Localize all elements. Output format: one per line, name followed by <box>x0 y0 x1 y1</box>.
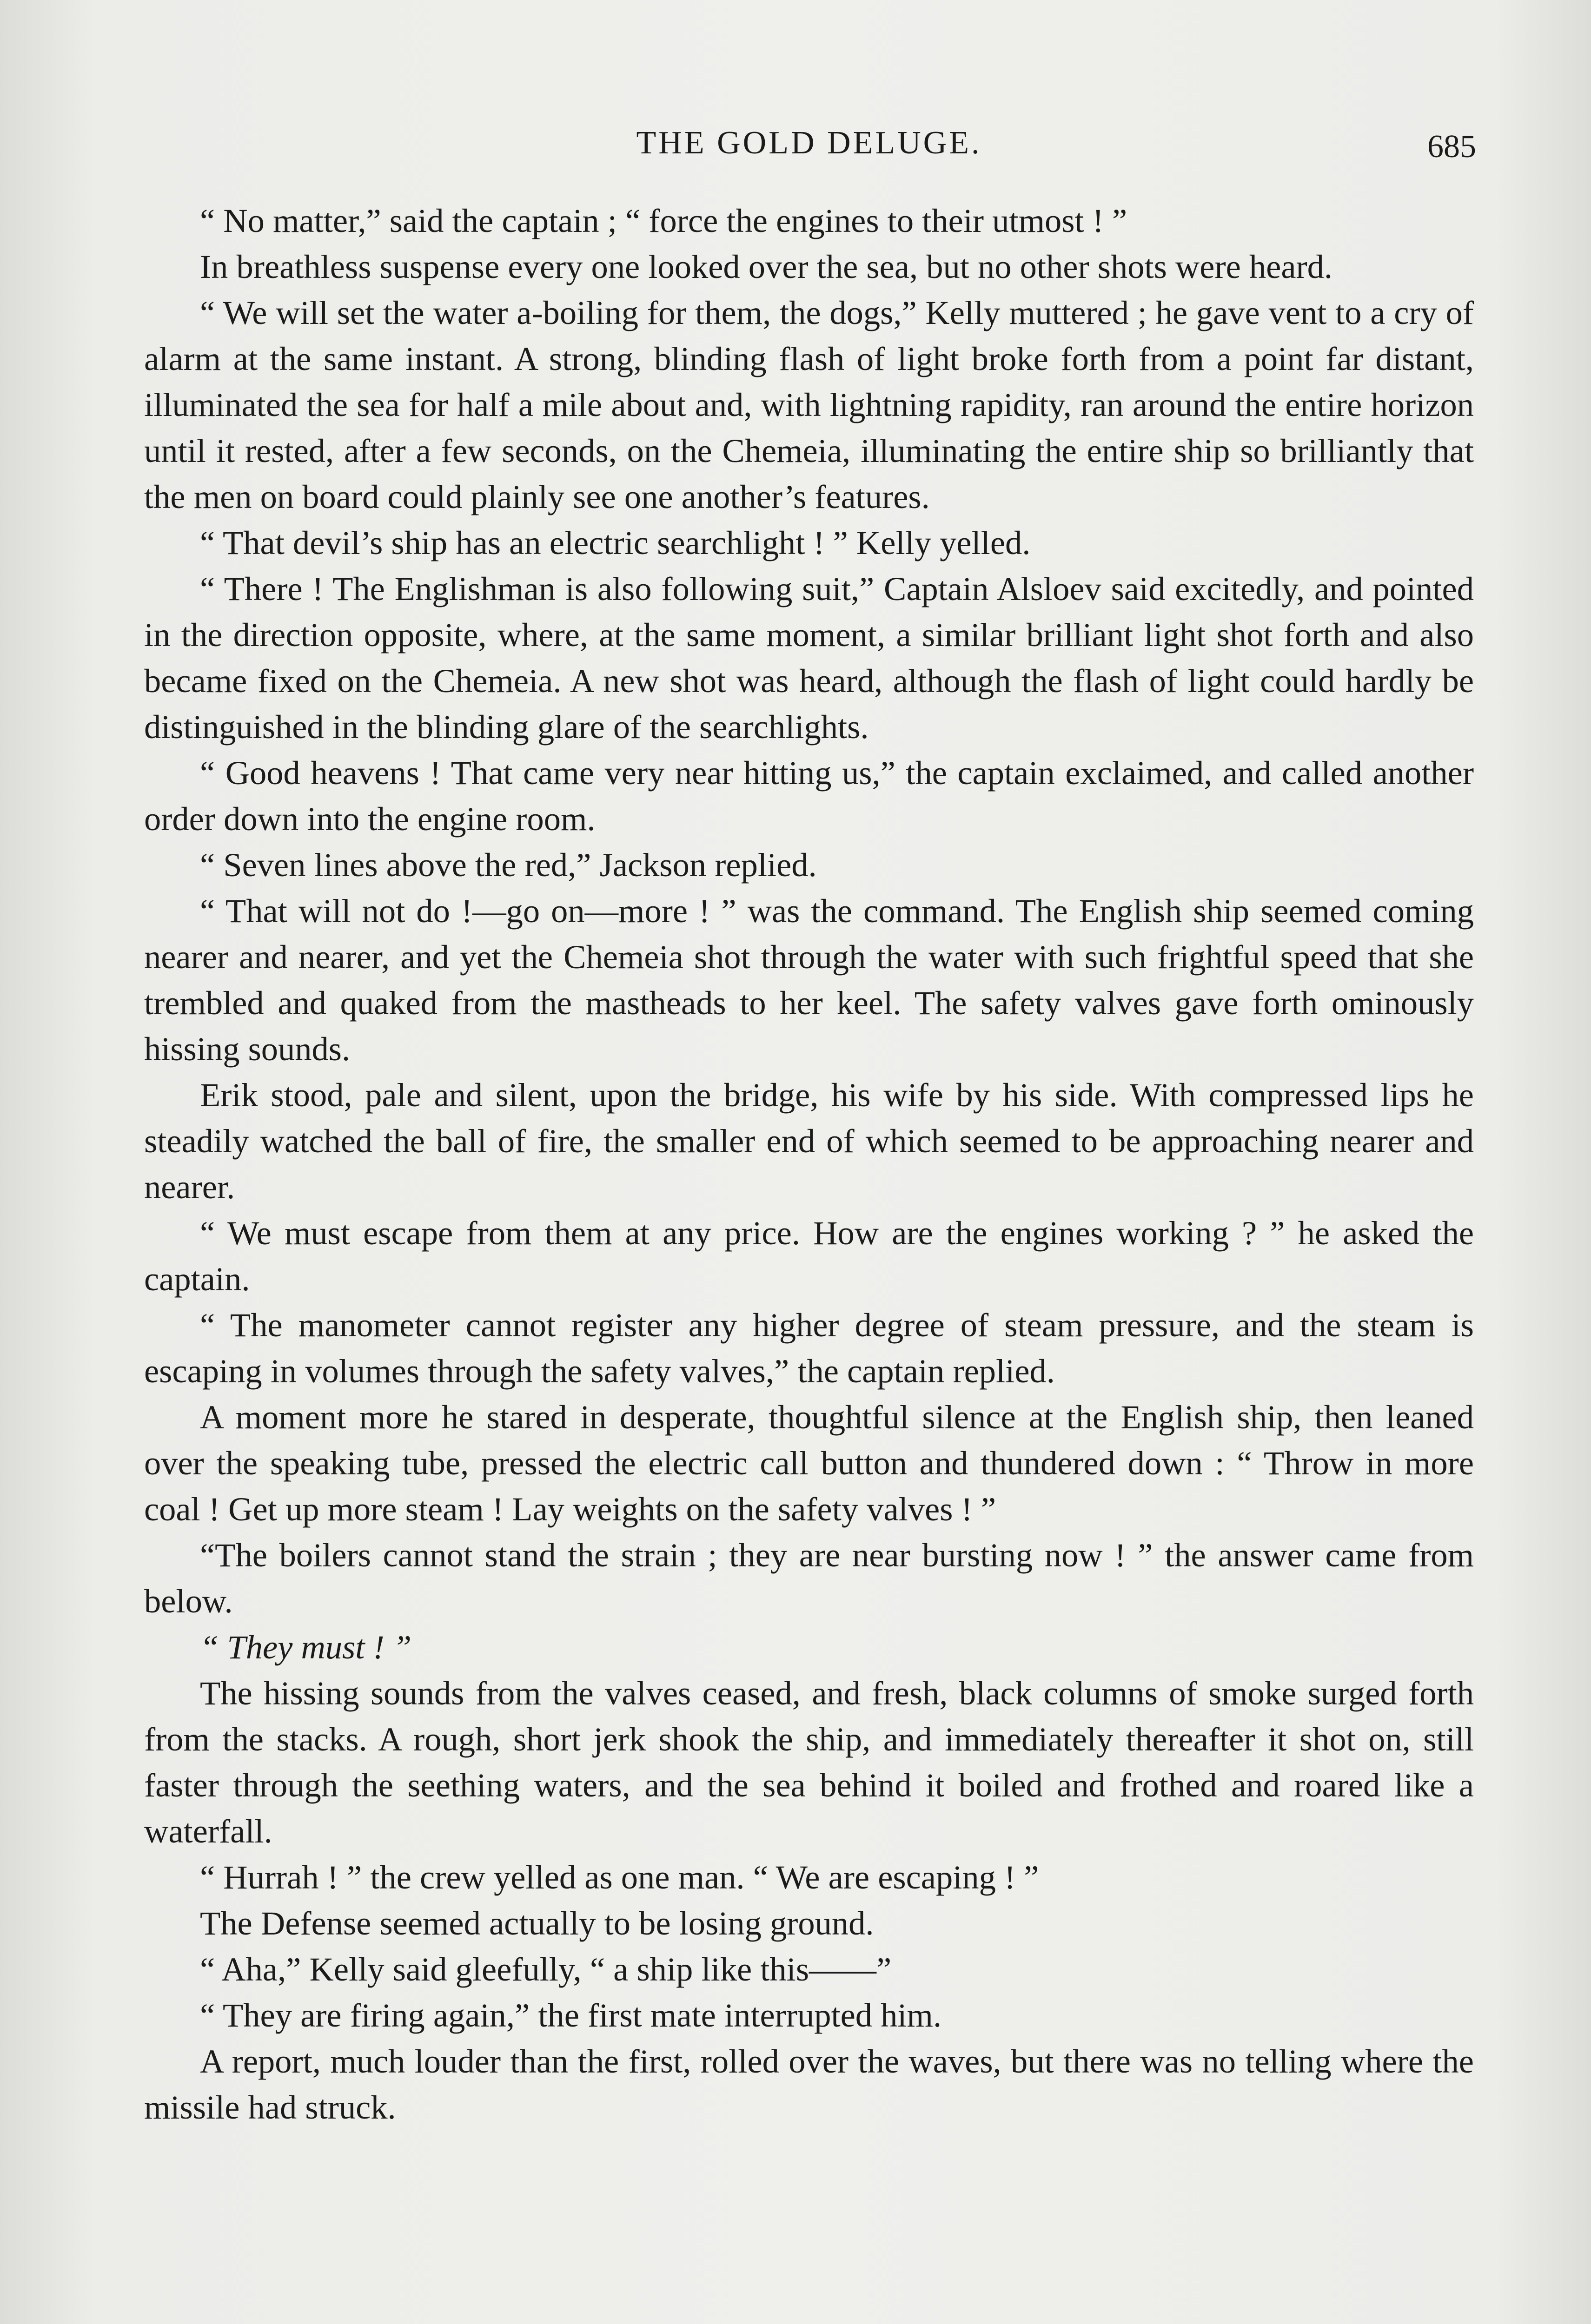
body-text <box>144 198 1474 2130</box>
paragraph: “ We must escape from them at any price. How are the engines working ? ” he asked the captain. <box>144 1214 1474 1298</box>
paragraph: Erik stood, pale and silent, upon the bridge, his wife by his side. With compressed lips he steadily watched the ball of fire, the smaller end of which seemed to be approaching nearer and nearer. <box>144 1076 1474 1206</box>
paragraph: “ That will not do !—go on—more ! ” was the command. The English ship seemed coming nearer and nearer, and yet the Chemeia shot through the water with such frightful speed that she trembled and quaked from the mastheads to her keel. The safety valves gave forth ominously hissing sounds. <box>144 892 1474 1068</box>
paragraph: “ Good heavens ! That came very near hitting us,” the captain exclaimed, and called another order down into the engine room. <box>144 754 1474 838</box>
paragraph: “ We will set the water a-boiling for them, the dogs,” Kelly muttered ; he gave vent to a cry of alarm at the same instant. A strong, blinding flash of light broke forth from a point far distant, illuminated the sea for half a mile about and, with lightning rapidity, ran around the entire horizon until it rested, after a few seconds, on the Chemeia, illuminating the entire ship so brilliantly that the men on board could plainly see one another’s features. <box>144 294 1474 515</box>
paragraph: “ The manometer cannot register any higher degree of steam pressure, and the steam is escaping in volumes through the safety valves,” the captain replied. <box>144 1306 1474 1390</box>
paragraph: “ No matter,” said the captain ; “ force the engines to their utmost ! ” <box>200 202 1127 239</box>
paragraph: “ There ! The Englishman is also following suit,” Captain Alsloev said excitedly, and pointed in the direction opposite, where, at the same moment, a similar brilliant light shot forth and also became fixed on the Chemeia. A new shot was heard, although the flash of light could hardly be distinguished in the blinding glare of the searchlights. <box>144 570 1474 746</box>
paragraph: A moment more he stared in desperate, thoughtful silence at the English ship, then leaned over the speaking tube, pressed the electric call button and thundered down : “ Throw in more coal ! Get up more steam ! Lay weights on the safety valves ! ” <box>144 1398 1474 1528</box>
page-number: 685 <box>1427 129 1476 165</box>
paragraph: In breathless suspense every one looked over the sea, but no other shots were heard. <box>200 248 1333 285</box>
running-title: THE GOLD DELUGE. <box>636 125 982 161</box>
paragraph: A report, much louder than the first, rolled over the waves, but there was no telling where the missile had struck. <box>144 2042 1474 2126</box>
paragraph: “ Aha,” Kelly said gleefully, “ a ship like this——” <box>200 1950 892 1988</box>
paragraph: The Defense seemed actually to be losing ground. <box>200 1904 874 1942</box>
paragraph: “ That devil’s ship has an electric searchlight ! ” Kelly yelled. <box>200 524 1031 561</box>
paragraph-italic: “ They must ! ” <box>200 1628 412 1666</box>
paragraph: “ Seven lines above the red,” Jackson replied. <box>200 846 817 884</box>
running-head <box>144 125 1474 176</box>
paragraph: The hissing sounds from the valves ceased, and fresh, black columns of smoke surged forth from the stacks. A rough, short jerk shook the ship, and immediately thereafter it shot on, still faster through the seething waters, and the sea behind it boiled and frothed and roared like a waterfall. <box>144 1674 1474 1850</box>
paragraph: “The boilers cannot stand the strain ; they are near bursting now ! ” the answer came from below. <box>144 1536 1474 1620</box>
paragraph: “ Hurrah ! ” the crew yelled as one man. “ We are escaping ! ” <box>200 1858 1039 1896</box>
paragraph: “ They are firing again,” the first mate interrupted him. <box>200 1996 942 2034</box>
